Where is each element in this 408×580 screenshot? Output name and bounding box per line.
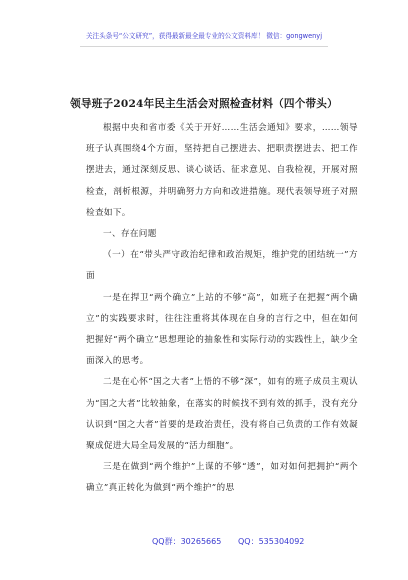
intro-paragraph: 根据中央和省市委《关于开好……生活会通知》要求，……领导班子认真围绕4个方面，坚持把自己摆进去、把职责摆进去、把工作摆进去，通过深刻反思、谈心谈话、征求意见、自我检视，开展对照检查，剖析根源，并明确努力方向和改进措施。现代表领导班子对照检查如下。 [86,123,358,218]
qq-group-number: QQ群：30265665 [152,537,222,546]
paragraph-item-3: 三是在做到“两个维护”上谋的不够“透”，如对如何把拥护“两个确立”真正转化为做到“两个维护”的思 [86,462,358,494]
subsection-heading: （一）在“带头严守政治纪律和政治规矩，维护党的团结统一”方面 [86,250,358,282]
document-title: 领导班子2024年民主生活会对照检查材料（四个带头） [70,98,338,110]
section-heading: 一、存在问题 [103,229,157,240]
header-divider [80,46,328,47]
paragraph-item-1: 一是在捍卫“两个确立”上站的不够“高”，如班子在把握“两个确立”的实践要求时，往往注重将其体现在自身的言行之中，但在如何把握好“两个确立”思想理论的抽象性和实际行动的实践性上，缺少全面深入的思考。 [86,292,358,367]
body-text [86,118,358,500]
header-note: 关注头条号“公文研究”，获得最新最全最专业的公文资料库！ 微信：gongwenyj [85,32,323,40]
paragraph-item-2: 二是在心怀“国之大者”上悟的不够“深”，如有的班子成员主观认为“国之大者”比较抽象，在落实的时候找不到有效的抓手，没有充分认识到“国之大者”首要的是政治责任，没有将自己负责的工作有效凝聚成促进大局全局发展的“活力细胞”。 [86,377,358,452]
qq-number: QQ：535304092 [238,537,305,546]
